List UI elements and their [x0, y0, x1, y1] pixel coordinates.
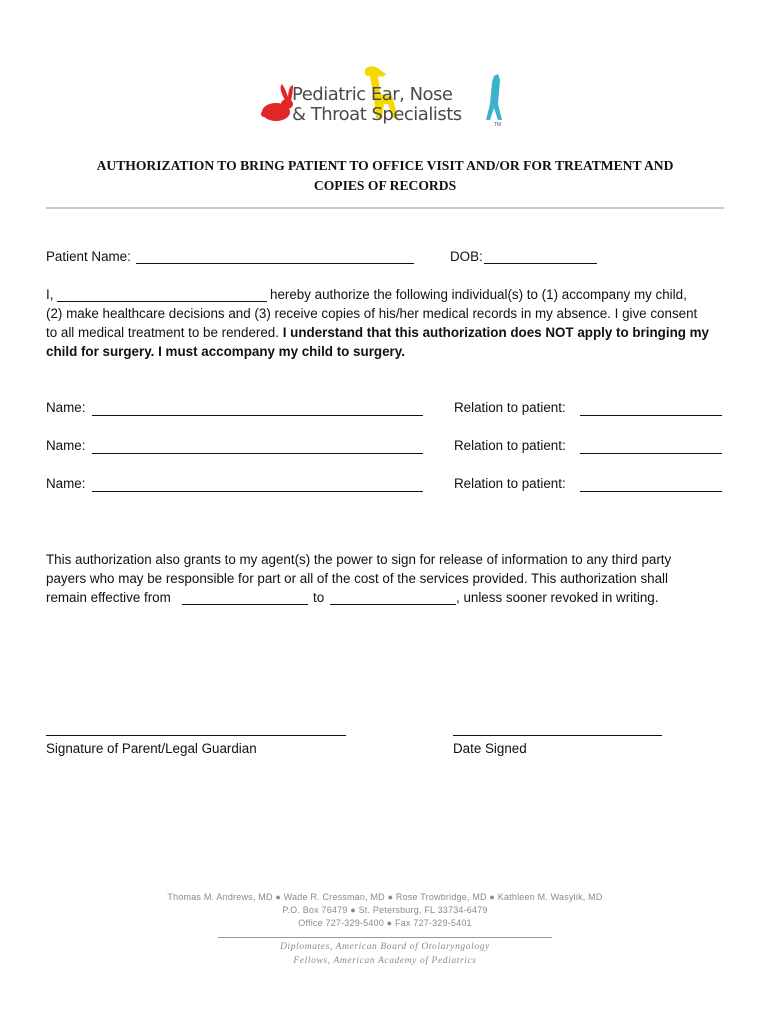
authorization-prefix: I, [46, 287, 54, 302]
effective-to-field[interactable] [330, 604, 456, 605]
patient-name-label: Patient Name: [46, 249, 131, 264]
agent3-relation-label: Relation to patient: [454, 476, 566, 491]
effective-from-field[interactable] [182, 604, 308, 605]
logo-text-line1: Pediatric Ear, Nose [292, 84, 453, 105]
footer-address: P.O. Box 76479 ● St. Petersburg, FL 33734-6479 [282, 905, 488, 915]
agent2-name-field[interactable] [92, 453, 423, 454]
agent1-name-label: Name: [46, 400, 86, 415]
form-title-line2: COPIES OF RECORDS [313, 178, 457, 193]
signature-label: Signature of Parent/Legal Guardian [46, 741, 257, 756]
release-line2: payers who may be responsible for part or all of the cost of the services provided. This authorization shall [46, 571, 668, 586]
signature-field[interactable] [46, 735, 346, 736]
logo-text-line2: & Throat Specialists [292, 104, 462, 125]
footer-doctors: Thomas M. Andrews, MD ● Wade R. Cressman, MD ● Rose Trowbridge, MD ● Kathleen M. Wasylik, MD [167, 892, 603, 902]
agent2-relation-label: Relation to patient: [454, 438, 566, 453]
footer-divider [218, 937, 552, 938]
release-line3-prefix: remain effective from [46, 590, 171, 605]
authorization-line3-bold: I understand that this authorization does NOT apply to bringing my [282, 325, 709, 340]
agent3-name-field[interactable] [92, 491, 423, 492]
agent2-name-label: Name: [46, 438, 86, 453]
agent1-relation-label: Relation to patient: [454, 400, 566, 415]
authorization-line3 [46, 325, 709, 340]
authorization-line1: hereby authorize the following individual(s) to (1) accompany my child, [270, 287, 687, 302]
agent1-name-field[interactable] [92, 415, 423, 416]
guardian-name-field[interactable] [57, 301, 267, 302]
agent3-relation-field[interactable] [580, 491, 722, 492]
dob-label: DOB: [450, 249, 483, 264]
authorization-line2: (2) make healthcare decisions and (3) receive copies of his/her medical records in my absence. I give consent [46, 306, 698, 321]
date-signed-label: Date Signed [453, 741, 527, 756]
agent1-relation-field[interactable] [580, 415, 722, 416]
footer-board2: Fellows, American Academy of Pediatrics [293, 956, 477, 966]
practice-logo [258, 64, 508, 132]
release-line3-suffix: , unless sooner revoked in writing. [456, 590, 659, 605]
footer-phone: Office 727-329-5400 ● Fax 727-329-5401 [298, 918, 472, 928]
authorization-line3-plain: to all medical treatment to be rendered. [46, 325, 279, 340]
authorization-line4: child for surgery. I must accompany my child to surgery. [46, 344, 405, 359]
footer-board1: Diplomates, American Board of Otolaryngology [280, 942, 490, 952]
agent3-name-label: Name: [46, 476, 86, 491]
date-signed-field[interactable] [453, 735, 662, 736]
form-title [40, 156, 730, 196]
dob-field[interactable] [484, 263, 597, 264]
release-line3-to: to [313, 590, 325, 605]
trademark-mark: TM [494, 122, 502, 128]
release-line1: This authorization also grants to my agent(s) the power to sign for release of information to any third party [46, 552, 672, 567]
patient-name-field[interactable] [136, 263, 414, 264]
agent2-relation-field[interactable] [580, 453, 722, 454]
form-title-line1: AUTHORIZATION TO BRING PATIENT TO OFFICE VISIT AND/OR FOR TREATMENT AND [96, 158, 674, 173]
title-divider [46, 207, 724, 209]
